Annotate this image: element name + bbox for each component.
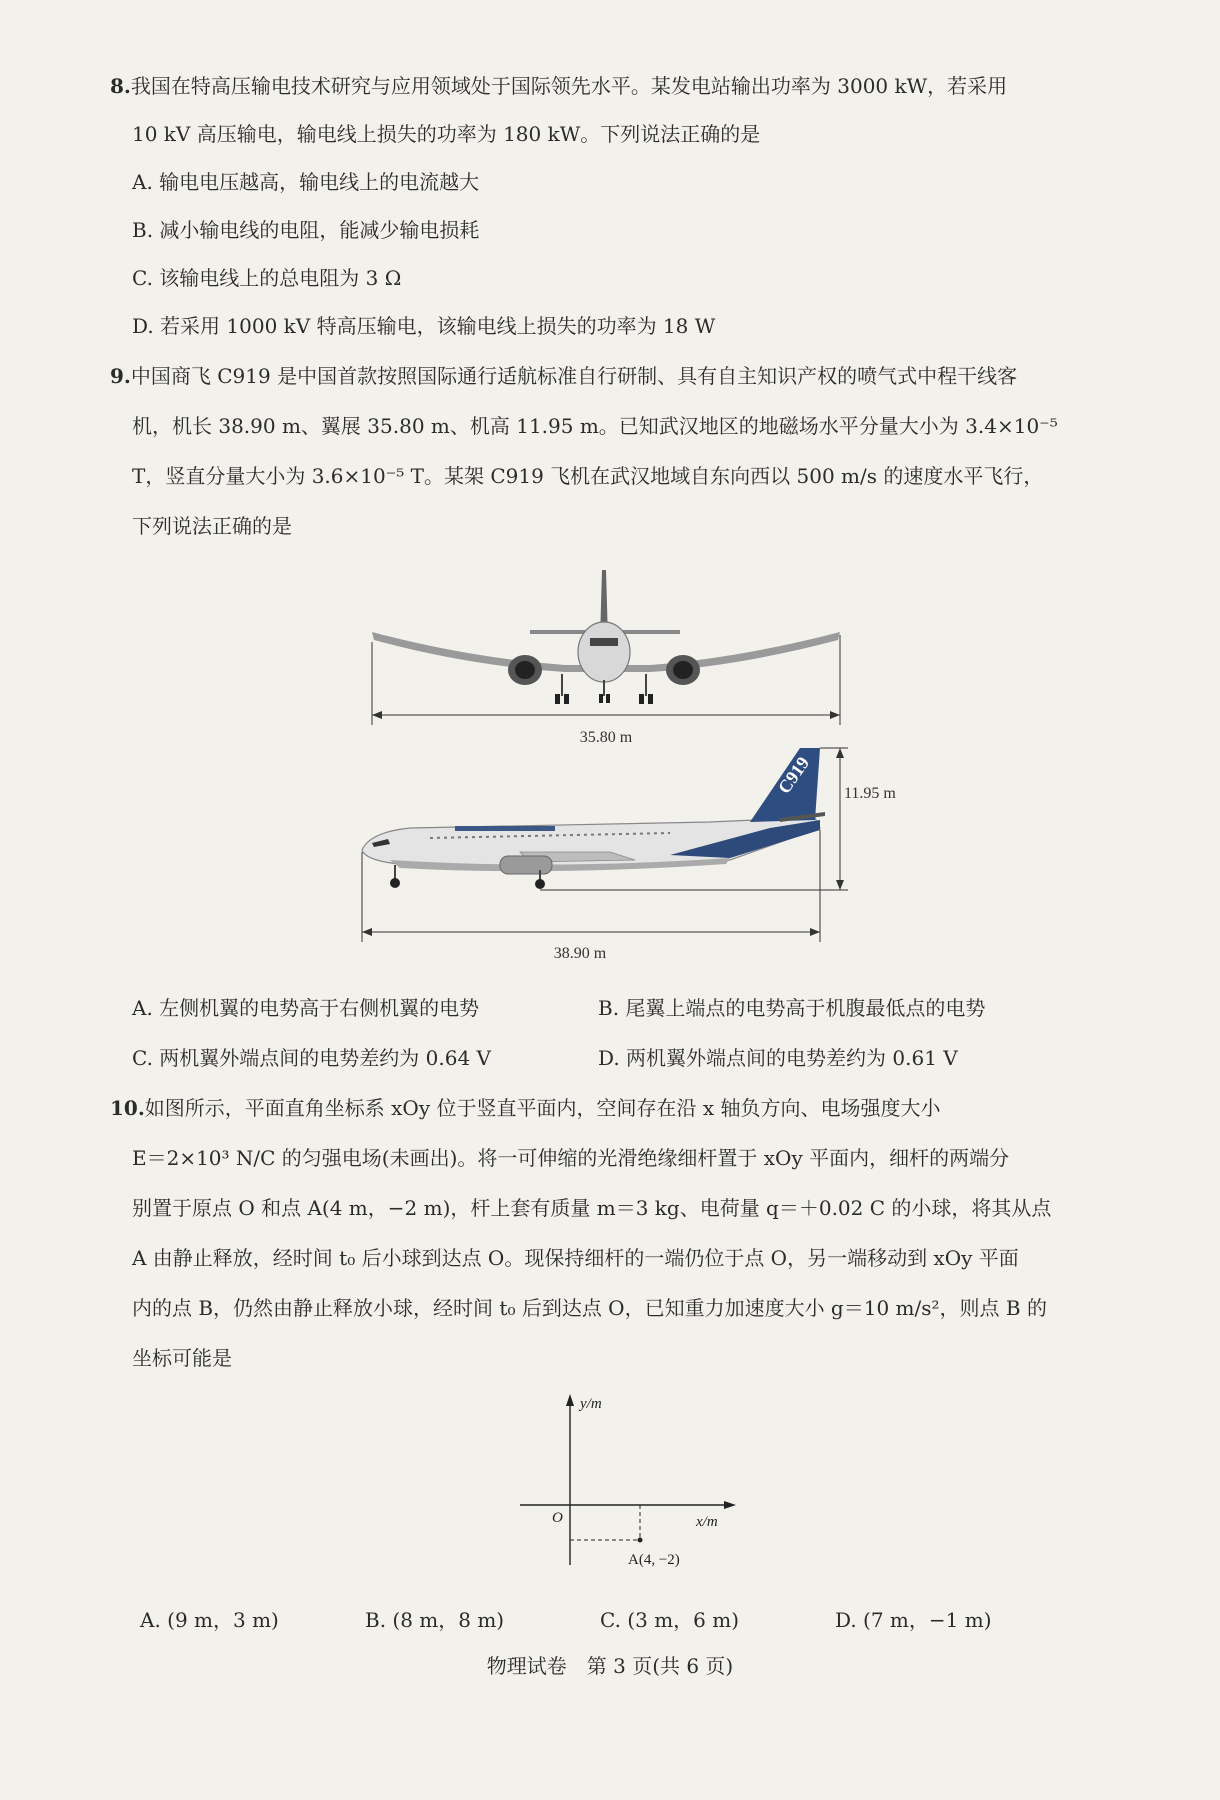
q9-line1 (110, 362, 1120, 390)
q9-option-d: D. 两机翼外端点间的电势差约为 0.61 V (598, 1046, 958, 1070)
q10-line5: 内的点 B，仍然由静止释放小球，经时间 t₀ 后到达点 O，已知重力加速度大小 g＝10 m/s²，则点 B 的 (132, 1296, 1047, 1320)
x-axis-label: x/m (696, 1514, 718, 1530)
q10-line1 (110, 1094, 1120, 1122)
q9-line4: 下列说法正确的是 (132, 514, 292, 538)
q10-line4: A 由静止释放，经时间 t₀ 后小球到达点 O。现保持细杆的一端仍位于点 O，另一端移动到 xOy 平面 (132, 1246, 1019, 1270)
q10-number: 10. (110, 1096, 145, 1120)
point-a (638, 1538, 643, 1543)
airplane-front-view (372, 570, 840, 746)
q8-number: 8. (110, 74, 131, 98)
q8-line1 (110, 72, 1120, 100)
q9-option-c: C. 两机翼外端点间的电势差约为 0.64 V (132, 1046, 491, 1070)
page-footer: 物理试卷 第 3 页(共 6 页) (486, 1654, 734, 1678)
q9-number: 9. (110, 364, 131, 388)
length-label: 38.90 m (553, 945, 607, 962)
q10-option-c: C. (3 m，6 m) (600, 1608, 740, 1632)
q8-option-a: A. 输电电压越高，输电线上的电流越大 (132, 170, 480, 194)
airplane-side-view (362, 748, 896, 962)
q10-line6: 坐标可能是 (132, 1346, 232, 1370)
q10-line3: 别置于原点 O 和点 A(4 m，−2 m)，杆上套有质量 m＝3 kg、电荷量 q＝＋0.02 C 的小球，将其从点 (132, 1196, 1052, 1220)
origin-label: O (552, 1510, 563, 1526)
q10-option-a: A. (9 m，3 m) (140, 1608, 279, 1632)
q9-option-a: A. 左侧机翼的电势高于右侧机翼的电势 (132, 996, 480, 1020)
q10-option-d: D. (7 m，−1 m) (835, 1608, 992, 1632)
q10-option-b: B. (8 m，8 m) (365, 1608, 505, 1632)
q9-line3: T，竖直分量大小为 3.6×10⁻⁵ T。某架 C919 飞机在武汉地域自东向西以 500 m/s 的速度水平飞行， (132, 464, 1044, 488)
q8-option-d: D. 若采用 1000 kV 特高压输电，该输电线上损失的功率为 18 W (132, 314, 716, 338)
point-a-label: A(4, −2) (628, 1552, 680, 1568)
tail-logo-text: C919 (773, 753, 814, 798)
q8-option-c: C. 该输电线上的总电阻为 3 Ω (132, 266, 402, 290)
q10-coordinate-figure (500, 1390, 750, 1580)
span-label: 35.80 m (579, 729, 633, 746)
q9-text1: 中国商飞 C919 是中国首款按照国际通行适航标准自行研制、具有自主知识产权的喷气式中程干线客 (130, 364, 1018, 388)
q9-airplane-figure (350, 560, 896, 970)
q8-option-b: B. 减小输电线的电阻，能减少输电损耗 (132, 218, 480, 242)
y-axis-label: y/m (580, 1396, 602, 1412)
q9-line2: 机，机长 38.90 m、翼展 35.80 m、机高 11.95 m。已知武汉地区的地磁场水平分量大小为 3.4×10⁻⁵ (132, 414, 1058, 438)
q10-line2: E＝2×10³ N/C 的匀强电场(未画出)。将一可伸缩的光滑绝缘细杆置于 xOy 平面内，细杆的两端分 (132, 1146, 1010, 1170)
q10-text1: 如图所示，平面直角坐标系 xOy 位于竖直平面内，空间存在沿 x 轴负方向、电场强度大小 (144, 1096, 941, 1120)
q9-option-b: B. 尾翼上端点的电势高于机腹最低点的电势 (598, 996, 986, 1020)
q8-line2: 10 kV 高压输电，输电线上损失的功率为 180 kW。下列说法正确的是 (132, 122, 761, 146)
height-label: 11.95 m (844, 785, 896, 802)
q8-text1: 我国在特高压输电技术研究与应用领域处于国际领先水平。某发电站输出功率为 3000 kW，若采用 (130, 74, 1008, 98)
